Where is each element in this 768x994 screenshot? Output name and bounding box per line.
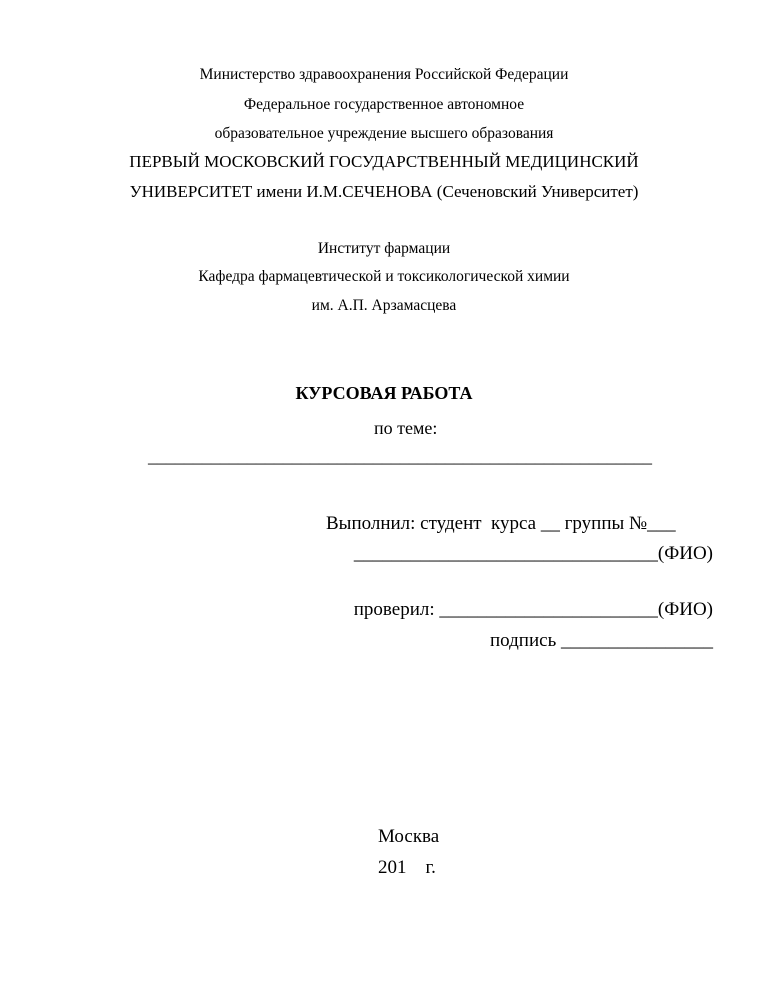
university-line-1: ПЕРВЫЙ МОСКОВСКИЙ ГОСУДАРСТВЕННЫЙ МЕДИЦИНСКИЙ bbox=[129, 152, 639, 171]
topic-label: по теме: bbox=[374, 418, 438, 438]
chair-line-2: им. А.П. Арзамасцева bbox=[311, 297, 457, 314]
author-name-line: ________________________________(ФИО) bbox=[353, 543, 713, 564]
institution-line-2: образовательное учреждение высшего образования bbox=[214, 125, 554, 142]
topic-blank-line: ________________________________________________________ bbox=[148, 446, 652, 466]
year: 201 г. bbox=[378, 857, 436, 878]
work-type-heading: КУРСОВАЯ РАБОТА bbox=[295, 383, 473, 403]
chair-line-1: Кафедра фармацевтической и токсикологической химии bbox=[198, 268, 570, 285]
checker-line: проверил: _______________________(ФИО) bbox=[353, 599, 713, 620]
author-line: Выполнил: студент курса __ группы №___ bbox=[326, 513, 676, 534]
signature-line: подпись ________________ bbox=[490, 630, 713, 651]
institution-line-1: Федеральное государственное автономное bbox=[243, 96, 525, 113]
city: Москва bbox=[378, 826, 440, 847]
university-line-2: УНИВЕРСИТЕТ имени И.М.СЕЧЕНОВА (Сеченовский Университет) bbox=[129, 182, 639, 201]
ministry-line: Министерство здравоохранения Российской Федерации bbox=[199, 66, 569, 83]
institute-name: Институт фармации bbox=[317, 240, 451, 257]
